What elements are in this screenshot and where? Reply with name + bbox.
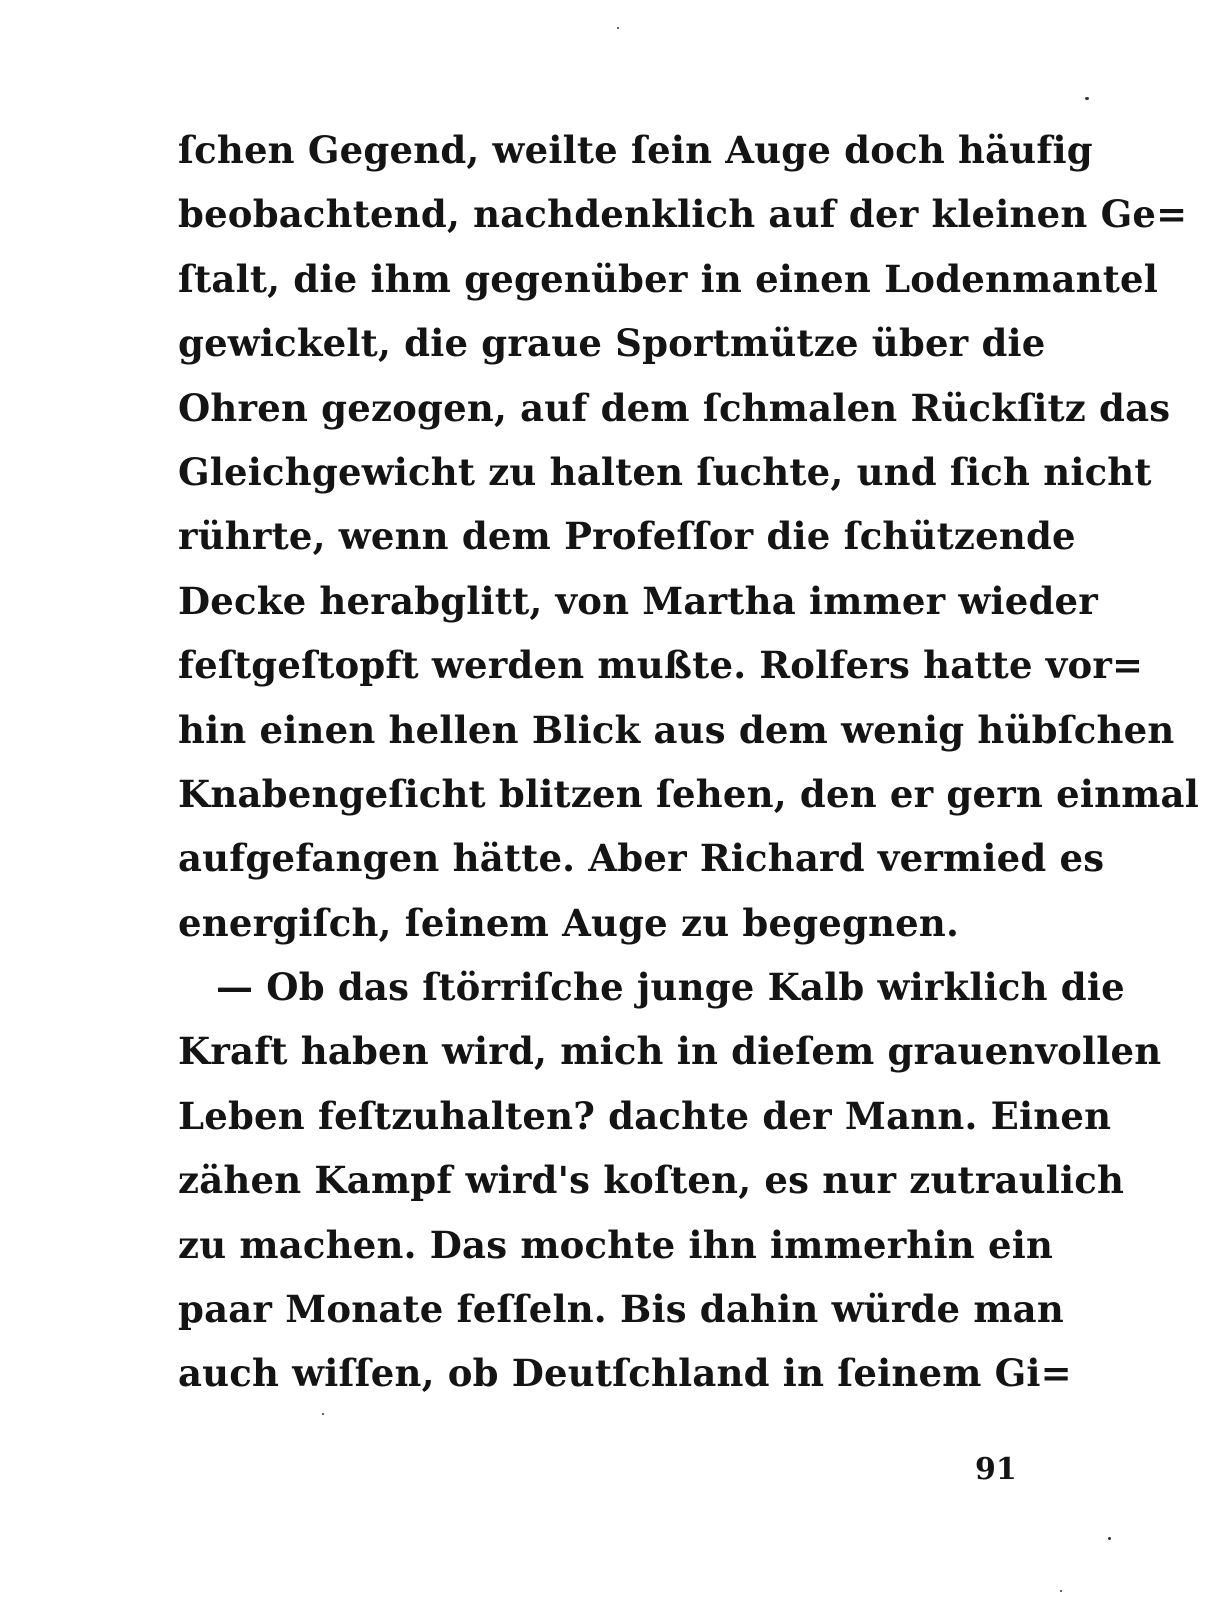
scan-speck [1085,97,1089,100]
text-line: rührte, wenn dem Profeſſor die ſchützende [178,514,1076,559]
scan-speck [617,27,619,29]
page-number: 91 [975,1452,1017,1487]
text-line: feſtgeſtopft werden mußte. Rolfers hatte vor= [178,643,1144,688]
scan-speck [322,1413,324,1415]
text-line: Knabengeſicht blitzen ſehen, den er gern einmal [178,771,1199,816]
text-line: energiſch, ſeinem Auge zu begegnen. [178,900,960,945]
text-line: Decke herabglitt, von Martha immer wieder [178,578,1098,623]
text-line: zu machen. Das mochte ihn immerhin ein [178,1222,1054,1267]
text-line: beobachtend, nachdenklich auf der kleinen Ge= [178,192,1188,237]
text-line: ſchen Gegend, weilte ſein Auge doch häufig [178,128,1093,172]
text-line: — Ob das ſtörriſche junge Kalb wirklich die [216,965,1125,1010]
body-text [178,118,1199,1406]
text-line: Gleichgewicht zu halten ſuchte, und ſich nicht [178,449,1152,494]
text-line: ſtalt, die ihm gegenüber in einen Lodenmantel [178,256,1159,301]
scan-speck [1108,1537,1111,1540]
text-line: zähen Kampf wird's koſten, es nur zutraulich [178,1158,1125,1203]
text-line: gewickelt, die graue Sportmütze über die [178,321,1046,366]
text-line: aufgefangen hätte. Aber Richard vermied es [178,836,1105,881]
text-line: auch wiſſen, ob Deutſchland in ſeinem Gi= [178,1351,1072,1396]
text-line: Kraft haben wird, mich in dieſem grauenvollen [178,1029,1162,1074]
text-line: Ohren gezogen, auf dem ſchmalen Rückſitz das [178,385,1171,430]
text-line: Leben feſtzuhalten? dachte der Mann. Einen [178,1093,1112,1138]
scan-speck [1060,1590,1062,1592]
text-line: hin einen hellen Blick aus dem wenig hübſchen [178,707,1175,752]
text-line: paar Monate feſſeln. Bis dahin würde man [178,1287,1064,1332]
